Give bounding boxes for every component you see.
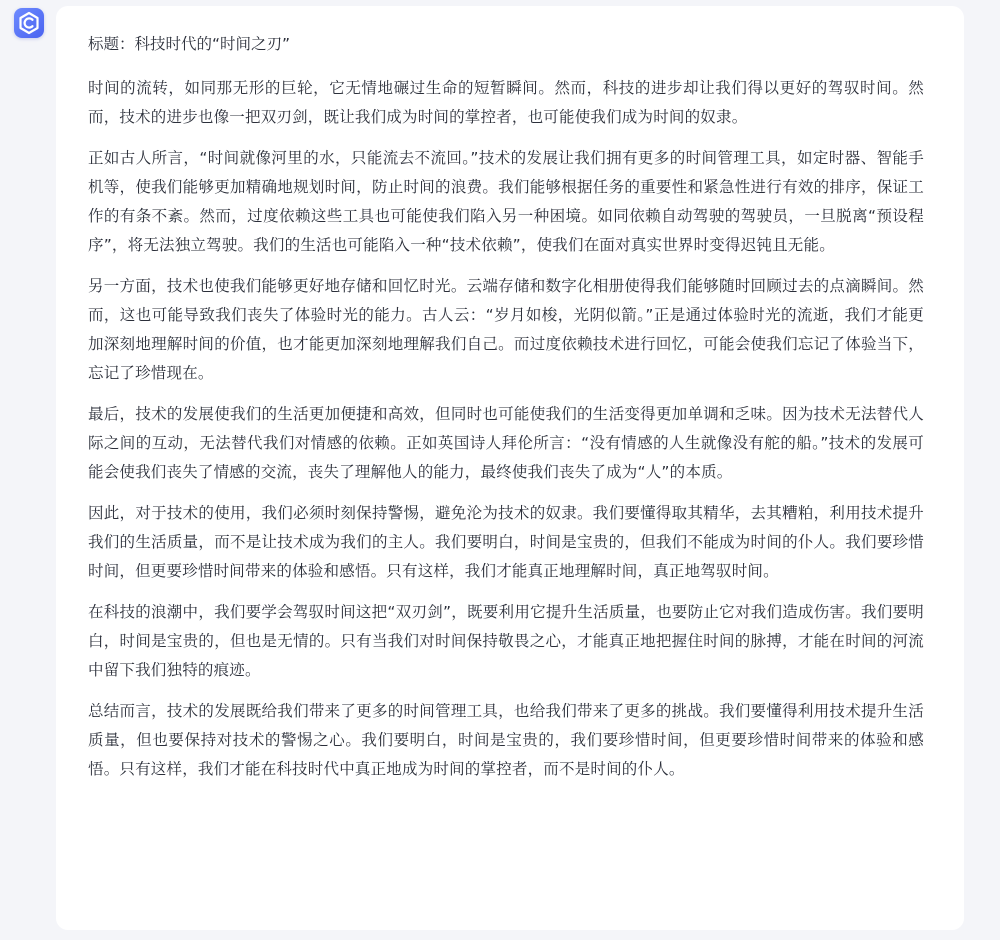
message-title: 标题：科技时代的“时间之刃” [88,35,291,53]
bottom-fade-overlay [56,860,964,930]
message-paragraph-6: 在科技的浪潮中，我们要学会驾驭时间这把“双刃剑”，既要利用它提升生活质量，也要防止它对我们造成伤害。我们要明白，时间是宝贵的，但也是无情的。只有当我们对时间保持敬畏之心，才能真正地把握住时间的脉搏，才能在时间的河流中留下我们独特的痕迹。 [88,603,924,679]
message-paragraph-4: 最后，技术的发展使我们的生活更加便捷和高效，但同时也可能使我们的生活变得更加单调和乏味。因为技术无法替代人际之间的互动，无法替代我们对情感的依赖。正如英国诗人拜伦所言：“没有情感的人生就像没有舵的船。”技术的发展可能会使我们丧失了情感的交流，丧失了理解他人的能力，最终使我们丧失了成为“人”的本质。 [88,405,924,481]
message-paragraph-2: 正如古人所言，“时间就像河里的水，只能流去不流回。”技术的发展让我们拥有更多的时间管理工具，如定时器、智能手机等，使我们能够更加精确地规划时间，防止时间的浪费。我们能够根据任务的重要性和紧急性进行有效的排序，保证工作的有条不紊。然而，过度依赖这些工具也可能使我们陷入另一种困境。如同依赖自动驾驶的驾驶员，一旦脱离“预设程序”，将无法独立驾驶。我们的生活也可能陷入一种“技术依赖”，使我们在面对真实世界时变得迟钝且无能。 [88,149,924,254]
message-paragraph-7: 总结而言，技术的发展既给我们带来了更多的时间管理工具，也给我们带来了更多的挑战。我们要懂得利用技术提升生活质量，但也要保持对技术的警惕之心。我们要明白，时间是宝贵的，我们要珍惜时间，但更要珍惜时间带来的体验和感悟。只有这样，我们才能在科技时代中真正地成为时间的掌控者，而不是时间的仆人。 [88,702,924,778]
message-paragraph-1: 时间的流转，如同那无形的巨轮，它无情地碾过生命的短暂瞬间。然而，科技的进步却让我们得以更好的驾驭时间。然而，技术的进步也像一把双刃剑，既让我们成为时间的掌控者，也可能使我们成为时间的奴隶。 [88,79,924,126]
assistant-message-bubble [56,6,964,930]
message-paragraph-3: 另一方面，技术也使我们能够更好地存储和回忆时光。云端存储和数字化相册使得我们能够随时回顾过去的点滴瞬间。然而，这也可能导致我们丧失了体验时光的能力。古人云：“岁月如梭，光阴似箭。”正是通过体验时光的流逝，我们才能更加深刻地理解时间的价值，也才能更加深刻地理解我们自己。而过度依赖技术进行回忆，可能会使我们忘记了体验当下，忘记了珍惜现在。 [88,277,924,382]
assistant-avatar [14,8,44,38]
message-paragraph-5: 因此，对于技术的使用，我们必须时刻保持警惕，避免沦为技术的奴隶。我们要懂得取其精华，去其糟粕，利用技术提升我们的生活质量，而不是让技术成为我们的主人。我们要明白，时间是宝贵的，但我们不能成为时间的仆人。我们要珍惜时间，但更要珍惜时间带来的体验和感悟。只有这样，我们才能真正地理解时间，真正地驾驭时间。 [88,504,924,580]
assistant-logo-icon [14,8,44,38]
